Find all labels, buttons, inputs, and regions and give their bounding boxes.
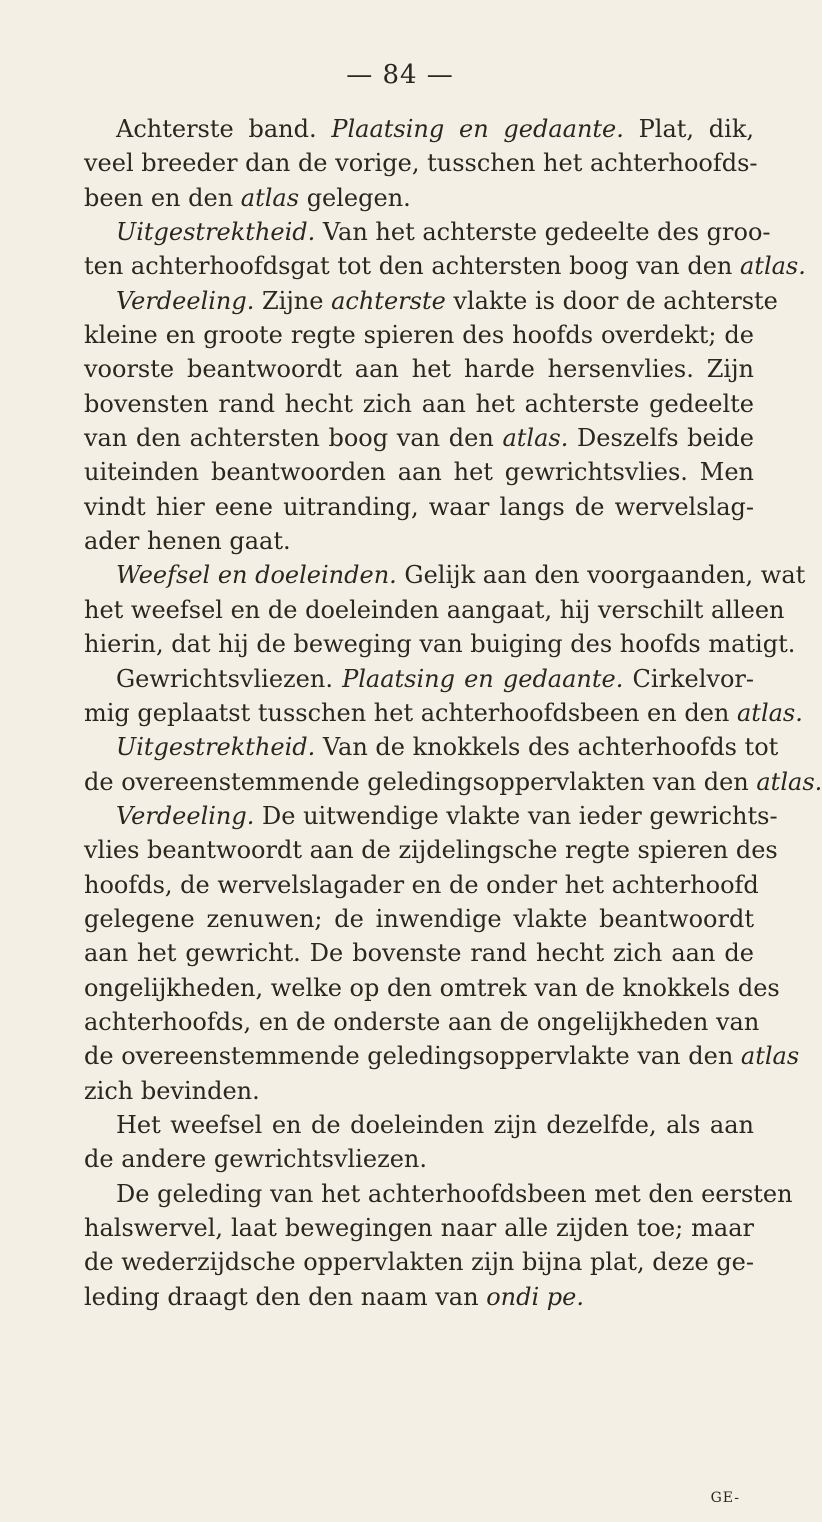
text-segment: Van het achterste gedeelte des groo-: [315, 218, 771, 247]
text-line: [84, 558, 806, 592]
italic-term: achterste: [331, 286, 446, 315]
text-line: [84, 765, 822, 799]
text-segment: Van de knokkels des achterhoofds tot: [315, 733, 779, 762]
italic-term: atlas: [240, 183, 300, 212]
text-line: [84, 868, 759, 902]
text-line: [84, 318, 754, 352]
text-segment: hierin, dat hij de beweging van buiging des hoofds matigt.: [84, 630, 796, 659]
text-segment: ongelijkheden, welke op den omtrek van de knokkels des: [84, 973, 780, 1002]
text-line: [84, 1108, 754, 1142]
text-line: [84, 902, 754, 936]
text-segment: Cirkelvor-: [623, 664, 754, 693]
text-segment: Gelijk aan den voorgaanden, wat: [396, 561, 806, 590]
text-segment: ader henen gaat.: [84, 527, 291, 556]
text-segment: vlakte is door de achterste: [445, 286, 778, 315]
text-segment: De geleding van het achterhoofdsbeen met den eersten: [116, 1179, 793, 1208]
italic-term: atlas.: [756, 767, 822, 796]
italic-term: Plaatsing en gedaante.: [331, 115, 624, 143]
text-segment: van den achtersten boog van den: [84, 424, 503, 453]
italic-term: Verdeeling.: [116, 286, 255, 315]
text-segment: mig geplaatst tusschen het achterhoofdsbeen en den: [84, 698, 737, 727]
text-line: [84, 627, 796, 661]
text-line: [84, 1280, 754, 1314]
text-line: [84, 1245, 754, 1279]
text-line: [84, 1005, 760, 1039]
text-segment: vindt hier eene uitranding, waar langs de wervelslag-: [84, 492, 754, 521]
text-segment: gelegene zenuwen; de inwendige vlakte beantwoordt: [84, 904, 754, 933]
text-segment: gelegen.: [299, 183, 411, 212]
italic-term: Plaatsing en gedaante.: [342, 664, 624, 693]
text-line: [84, 696, 803, 730]
italic-term: atlas: [740, 1042, 800, 1071]
text-segment: hoofds, de wervelslagader en de onder het achterhoofd: [84, 870, 759, 899]
text-segment: vlies beantwoordt aan de zijdelingsche regte spieren des: [84, 836, 778, 865]
text-segment: Gewrichtsvliezen.: [116, 664, 343, 693]
italic-term: atlas.: [739, 252, 806, 281]
text-line: [84, 181, 754, 215]
italic-term: atlas.: [736, 698, 803, 727]
text-line: [84, 215, 771, 249]
text-line: [84, 1177, 793, 1211]
text-line: [84, 593, 785, 627]
italic-term: ondi pe.: [486, 1282, 584, 1311]
text-line: [84, 455, 754, 489]
text-line: [84, 352, 754, 386]
text-segment: Plat, dik,: [623, 115, 755, 143]
text-line: [84, 1074, 754, 1108]
text-segment: leding draagt den den naam van: [84, 1282, 487, 1311]
text-line: [84, 387, 754, 421]
text-segment: de overeenstemmende geledingsoppervlakten van den: [84, 767, 757, 796]
text-segment: uiteinden beantwoorden aan het gewrichtsvlies. Men: [84, 458, 754, 487]
text-line: [84, 284, 778, 318]
text-segment: Achterste band.: [116, 115, 332, 143]
text-line: [84, 249, 806, 283]
text-line: [84, 971, 780, 1005]
italic-term: atlas.: [502, 424, 569, 453]
text-line: [84, 524, 754, 558]
page-number: — 84 —: [346, 60, 454, 90]
text-line: [84, 146, 758, 180]
text-segment: aan het gewricht. De bovenste rand hecht zich aan de: [84, 939, 754, 968]
text-segment: been en den: [84, 183, 241, 212]
text-segment: halswervel, laat bewegingen naar alle zijden toe; maar: [84, 1214, 754, 1242]
text-line: [84, 799, 778, 833]
text-line: [84, 490, 754, 524]
text-segment: het weefsel en de doeleinden aangaat, hij verschilt alleen: [84, 595, 785, 624]
text-segment: kleine en groote regte spieren des hoofds overdekt; de: [84, 321, 754, 350]
italic-term: Weefsel en doeleinden.: [116, 561, 397, 590]
text-line: [84, 936, 754, 970]
text-segment: de wederzijdsche oppervlakten zijn bijna plat, deze ge-: [84, 1248, 754, 1277]
text-line: [84, 1142, 754, 1176]
text-segment: achterhoofds, en de onderste aan de ongelijkheden van: [84, 1007, 760, 1036]
catchword: GE-: [710, 1490, 740, 1506]
text-segment: De uitwendige vlakte van ieder gewrichts-: [254, 801, 778, 830]
text-segment: Het weefsel en de doeleinden zijn dezelfde, als aan: [116, 1110, 754, 1139]
text-segment: Deszelfs beide: [568, 424, 754, 453]
text-line: [84, 1039, 800, 1073]
italic-term: Uitgestrektheid.: [116, 733, 316, 762]
text-segment: veel breeder dan de vorige, tusschen het achterhoofds-: [84, 149, 758, 178]
italic-term: Verdeeling.: [116, 801, 255, 830]
text-segment: de andere gewrichtsvliezen.: [84, 1145, 427, 1174]
text-segment: de overeenstemmende geledingsoppervlakte van den: [84, 1042, 741, 1071]
text-line: [84, 421, 754, 455]
text-line: [84, 662, 754, 696]
text-line: [84, 833, 778, 867]
text-segment: bovensten rand hecht zich aan het achterste gedeelte: [84, 389, 754, 418]
body-text: [84, 112, 822, 1314]
text-segment: zich bevinden.: [84, 1076, 260, 1105]
text-line: [84, 1211, 754, 1245]
text-line: [84, 730, 779, 764]
text-segment: ten achterhoofdsgat tot den achtersten boog van den: [84, 252, 740, 281]
text-segment: Zijne: [254, 286, 332, 315]
italic-term: Uitgestrektheid.: [116, 218, 316, 247]
text-segment: voorste beantwoordt aan het harde hersenvlies. Zijn: [84, 355, 754, 384]
text-line: [84, 112, 754, 146]
